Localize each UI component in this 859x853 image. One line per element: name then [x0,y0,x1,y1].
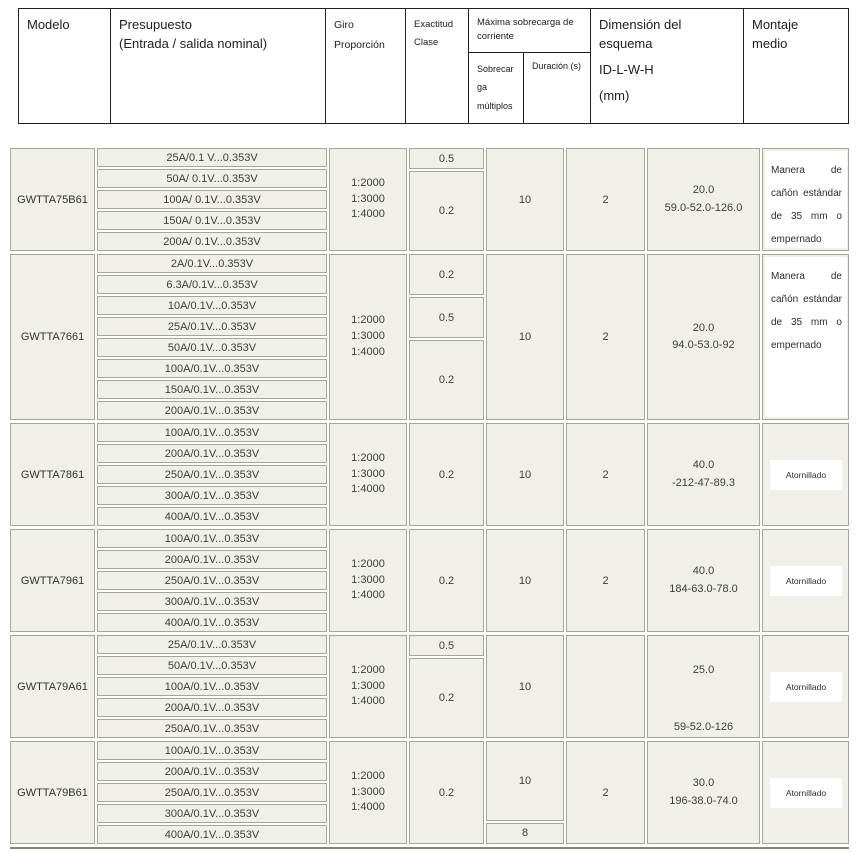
duration-cell [566,635,645,738]
accuracy-segment: 0.2 [409,658,484,738]
duration-cell: 2 [566,741,645,844]
header-sobrecarga-sub-line3: múltiplos [477,101,513,112]
range-row: 6.3A/0.1V...0.353V [97,275,327,294]
range-row: 300A/0.1V...0.353V [97,804,327,823]
accuracy-segment: 0.2 [409,423,484,526]
header-cell-modelo [19,9,111,124]
range-row: 150A/0.1V...0.353V [97,380,327,399]
mounting-label: Atornillado [770,460,842,490]
mounting-label: Atornillado [770,566,842,596]
range-row: 250A/0.1V...0.353V [97,719,327,738]
dimension-line2: 196-38.0-74.0 [669,794,738,807]
table-row-group [10,741,849,844]
header-exactitud-line1: Exactitud [414,19,454,30]
header-cell-dimension [591,9,744,124]
dimension-line2: -212-47-89.3 [672,476,735,489]
dimension-line1: 20.0 [692,321,715,334]
dimension-line1: 30.0 [692,777,715,790]
ratio-line: 1:3000 [351,330,385,343]
overload-cell [486,254,564,420]
ratio-line: 1:4000 [351,345,385,358]
dimension-line2: 184-63.0-78.0 [669,582,738,595]
accuracy-segment: 0.2 [409,529,484,632]
overload-segment: 10 [486,635,564,738]
ratio-line: 1:3000 [351,573,385,586]
dimension-line2: 59-52.0-126 [673,720,734,733]
dimension-line1: 40.0 [692,459,715,472]
mounting-cell [762,423,849,526]
header-sobrecarga-sub-line1: Sobrecar [477,63,514,74]
overload-cell [486,741,564,844]
range-row: 200A/0.1V...0.353V [97,401,327,420]
range-row: 100A/0.1V...0.353V [97,741,327,760]
mounting-label: Atornillado [770,672,842,702]
range-row: 400A/0.1V...0.353V [97,507,327,526]
range-row: 100A/ 0.1V...0.353V [97,190,327,209]
accuracy-cell [409,635,484,738]
accuracy-segment: 0.5 [409,148,484,169]
range-row: 250A/0.1V...0.353V [97,783,327,802]
accuracy-segment: 0.2 [409,171,484,251]
mounting-cell [762,529,849,632]
accuracy-cell [409,741,484,844]
ratio-cell [329,254,407,420]
mounting-label: Manera de cañón estándar de 35 mm o empernado [765,151,847,248]
ratio-line: 1:2000 [351,769,385,782]
range-row: 200A/0.1V...0.353V [97,444,327,463]
overload-cell [486,529,564,632]
header-dimension-line1: Dimensión del esquema [599,17,682,51]
dimension-cell [647,254,760,420]
range-row: 50A/0.1V...0.353V [97,656,327,675]
duration-cell: 2 [566,148,645,251]
table-row-group [10,254,849,420]
overload-segment: 10 [486,529,564,632]
ratio-cell [329,529,407,632]
overload-cell [486,423,564,526]
ratio-line: 1:4000 [351,208,385,221]
table-row-group [10,529,849,632]
ratio-line: 1:4000 [351,589,385,602]
model-cell: GWTTA7861 [10,423,95,526]
range-list [97,254,327,420]
header-presupuesto-sub: (Entrada / salida nominal) [119,35,268,51]
table-row-group [10,635,849,738]
ratio-line: 1:2000 [351,557,385,570]
mounting-label: Manera de cañón estándar de 35 mm o empernado [765,257,847,417]
range-row: 25A/0.1V...0.353V [97,635,327,654]
header-cell-presupuesto [111,9,326,124]
header-exactitud-line2: Clase [414,37,439,49]
overload-segment: 10 [486,741,564,821]
range-row: 250A/0.1V...0.353V [97,465,327,484]
range-row: 100A/0.1V...0.353V [97,359,327,378]
table-bottom-rule [10,847,849,849]
header-dimension-line3: (mm) [599,87,630,103]
range-row: 50A/0.1V...0.353V [97,338,327,357]
ratio-cell [329,423,407,526]
spec-header-table [18,8,849,124]
header-cell-sobrecarga-multiplos [469,52,524,124]
mounting-cell [762,254,849,420]
ratio-cell [329,148,407,251]
header-cell-duracion [524,52,591,124]
header-modelo-label: Modelo [27,17,70,32]
model-cell: GWTTA79A61 [10,635,95,738]
range-row: 25A/0.1 V...0.353V [97,148,327,167]
header-duracion-label: Duración (s) [532,60,582,71]
range-row: 25A/0.1V...0.353V [97,317,327,336]
range-row: 200A/0.1V...0.353V [97,698,327,717]
mounting-label: Atornillado [770,778,842,808]
model-cell: GWTTA79B61 [10,741,95,844]
ratio-cell [329,741,407,844]
model-cell: GWTTA7661 [10,254,95,420]
range-row: 50A/ 0.1V...0.353V [97,169,327,188]
range-list [97,635,327,738]
dimension-cell [647,635,760,738]
dimension-cell [647,423,760,526]
dimension-line1: 20.0 [692,184,715,197]
overload-segment: 8 [486,823,564,844]
header-sobrecarga-sub-line2: ga [477,82,488,93]
range-list [97,529,327,632]
range-row: 400A/0.1V...0.353V [97,825,327,844]
header-presupuesto-title: Presupuesto [119,17,192,32]
range-row: 200A/ 0.1V...0.353V [97,232,327,251]
duration-cell: 2 [566,529,645,632]
ratio-line: 1:2000 [351,451,385,464]
spec-table-body [10,148,849,849]
ratio-line: 1:2000 [351,314,385,327]
model-cell: GWTTA7961 [10,529,95,632]
dimension-cell [647,148,760,251]
range-row: 100A/0.1V...0.353V [97,529,327,548]
ratio-line: 1:3000 [351,679,385,692]
ratio-line: 1:3000 [351,192,385,205]
dimension-line2: 94.0-53.0-92 [672,339,735,351]
accuracy-cell [409,423,484,526]
range-list [97,423,327,526]
ratio-line: 1:4000 [351,695,385,708]
dimension-line1: 25.0 [692,664,715,676]
dimension-cell [647,741,760,844]
range-row: 10A/0.1V...0.353V [97,296,327,315]
ratio-line: 1:2000 [351,176,385,189]
accuracy-cell [409,148,484,251]
overload-segment: 10 [486,254,564,420]
model-cell: GWTTA75B61 [10,148,95,251]
header-cell-giro [326,9,406,124]
accuracy-cell [409,529,484,632]
range-list [97,741,327,844]
range-row: 150A/ 0.1V...0.353V [97,211,327,230]
overload-cell [486,635,564,738]
dimension-line2: 59.0-52.0-126.0 [664,201,743,214]
ratio-line: 1:4000 [351,801,385,814]
overload-segment: 10 [486,423,564,526]
range-row: 300A/0.1V...0.353V [97,592,327,611]
mounting-cell [762,741,849,844]
header-dimension-line2: ID-L-W-H [599,61,654,77]
accuracy-segment: 0.5 [409,635,484,656]
overload-cell [486,148,564,251]
range-row: 250A/0.1V...0.353V [97,571,327,590]
header-giro-line2: Proporción [334,38,385,51]
ratio-cell [329,635,407,738]
range-row: 100A/0.1V...0.353V [97,677,327,696]
header-montaje-line1: Montaje [752,17,799,32]
ratio-line: 1:3000 [351,467,385,480]
ratio-line: 1:4000 [351,483,385,496]
dimension-cell [647,529,760,632]
accuracy-segment: 0.2 [409,340,484,420]
accuracy-segment: 0.2 [409,741,484,844]
range-row: 2A/0.1V...0.353V [97,254,327,273]
duration-cell: 2 [566,423,645,526]
range-row: 300A/0.1V...0.353V [97,486,327,505]
mounting-cell [762,148,849,251]
header-cell-exactitud [406,9,469,124]
accuracy-cell [409,254,484,420]
range-row: 200A/0.1V...0.353V [97,550,327,569]
mounting-cell [762,635,849,738]
header-cell-sobrecarga-group [469,9,591,53]
accuracy-segment: 0.2 [409,254,484,295]
ratio-line: 1:2000 [351,663,385,676]
dimension-line1: 40.0 [692,565,715,578]
header-montaje-line2: medio [752,35,788,51]
overload-segment: 10 [486,148,564,251]
range-row: 100A/0.1V...0.353V [97,423,327,442]
table-row-group [10,148,849,251]
header-sobrecarga-group-label: Máxima sobrecarga de corriente [477,17,574,43]
header-cell-montaje [744,9,849,124]
table-row-group [10,423,849,526]
accuracy-segment: 0.5 [409,297,484,338]
range-row: 400A/0.1V...0.353V [97,613,327,632]
range-list [97,148,327,251]
ratio-line: 1:3000 [351,785,385,798]
header-giro-line1: Giro [334,19,354,31]
duration-cell: 2 [566,254,645,420]
range-row: 200A/0.1V...0.353V [97,762,327,781]
